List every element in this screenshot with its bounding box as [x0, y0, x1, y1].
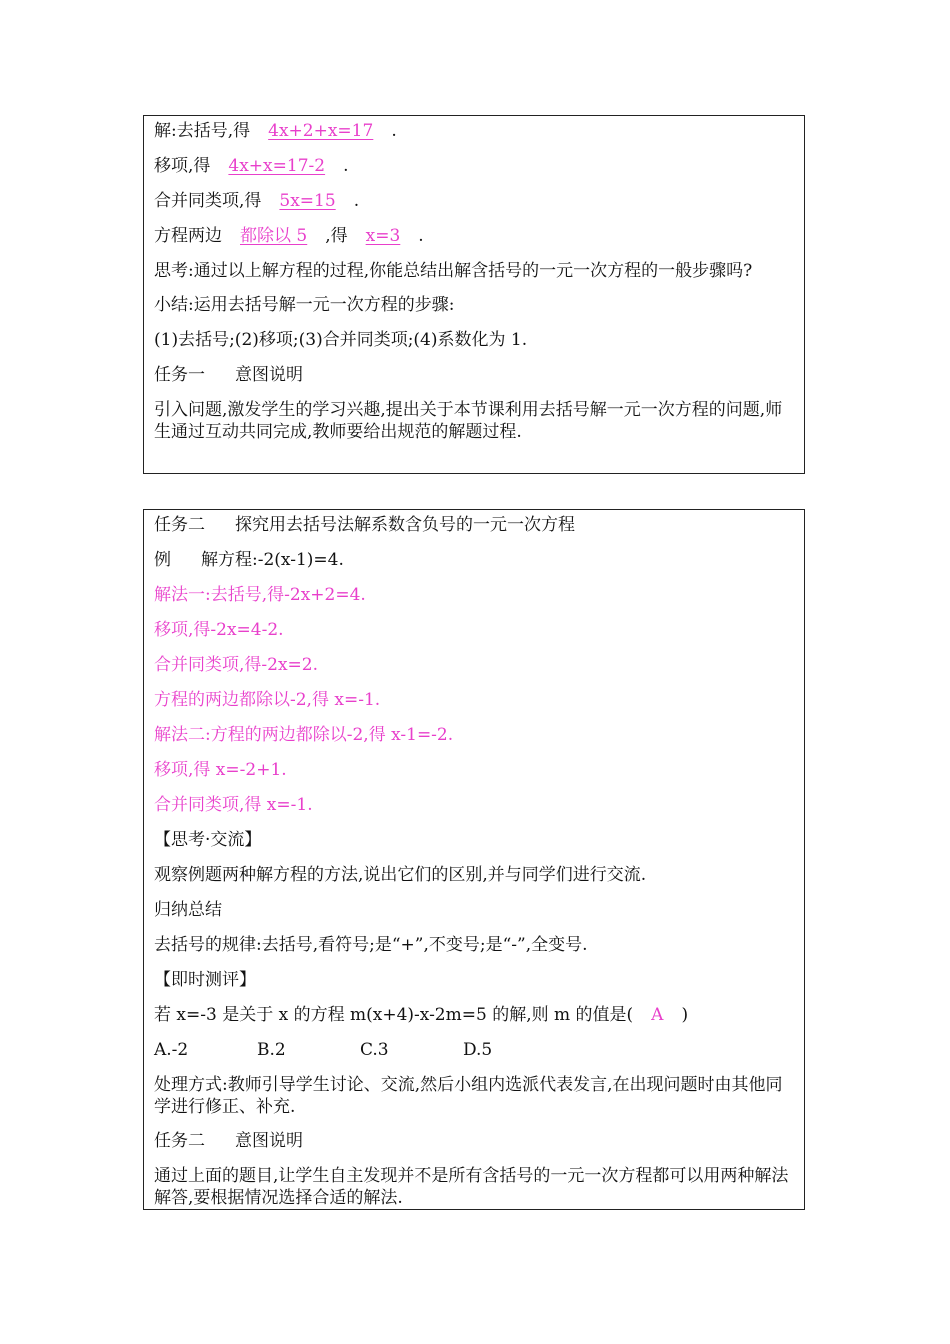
task-heading: 任务二 探究用去括号法解系数含负号的一元一次方程	[154, 515, 575, 535]
discuss-text: 观察例题两种解方程的方法,说出它们的区别,并与同学们进行交流.	[154, 865, 647, 885]
quiz-title: 【即时测评】	[154, 970, 256, 990]
answer-blank: 都除以 5	[240, 226, 308, 246]
intent-text: 引入问题,激发学生的学习兴趣,提出关于本节课利用去括号解一元一次方程的问题,师生通过互动共同完成,教师要给出规范的解题过程.	[154, 400, 783, 442]
method-two-step: 合并同类项,得 x=-1.	[154, 795, 313, 815]
summary-title: 小结:运用去括号解一元一次方程的步骤:	[154, 295, 455, 315]
answer-blank: 4x+2+x=17	[268, 121, 374, 141]
lesson-box-task-two	[143, 509, 805, 1210]
answer-blank: 4x+x=17-2	[228, 156, 326, 176]
step-combine: 合并同类项,得 5x=15 .	[154, 191, 360, 211]
summary-steps: (1)去括号;(2)移项;(3)合并同类项;(4)系数化为 1.	[154, 330, 528, 350]
choice-d: D.5	[463, 1040, 493, 1060]
choice-a: A.-2	[154, 1040, 189, 1060]
step-divide: 方程两边 都除以 5 ,得 x=3 .	[154, 226, 424, 246]
lesson-box-task-one	[143, 115, 805, 474]
example-heading: 例 解方程:-2(x-1)=4.	[154, 550, 344, 570]
method-one-step: 合并同类项,得-2x=2.	[154, 655, 319, 675]
quiz-choices	[154, 1039, 794, 1061]
method-one-step: 解法一:去括号,得-2x+2=4.	[154, 585, 366, 605]
choice-c: C.3	[360, 1040, 389, 1060]
quiz-answer: A	[651, 1005, 664, 1025]
step-move-terms: 移项,得 4x+x=17-2 .	[154, 156, 349, 176]
method-one-step: 移项,得-2x=4-2.	[154, 620, 284, 640]
answer-blank: x=3	[365, 226, 401, 246]
conclude-text: 去括号的规律:去括号,看符号;是“+”,不变号;是“-”,全变号.	[154, 935, 588, 955]
conclude-title: 归纳总结	[154, 900, 222, 920]
intent-text: 通过上面的题目,让学生自主发现并不是所有含括号的一元一次方程都可以用两种解法解答,要根据情况选择合适的解法.	[154, 1166, 789, 1208]
method-text: 处理方式:教师引导学生讨论、交流,然后小组内选派代表发言,在出现问题时由其他同学进行修正、补充.	[154, 1075, 783, 1117]
think-question: 思考:通过以上解方程的过程,你能总结出解含括号的一元一次方程的一般步骤吗?	[154, 261, 753, 281]
step-remove-brackets: 解:去括号,得 4x+2+x=17 .	[154, 121, 397, 141]
intent-heading: 任务一 意图说明	[154, 365, 303, 385]
answer-blank: 5x=15	[279, 191, 336, 211]
intent-heading: 任务二 意图说明	[154, 1131, 303, 1151]
method-two-step: 解法二:方程的两边都除以-2,得 x-1=-2.	[154, 725, 454, 745]
choice-b: B.2	[257, 1040, 286, 1060]
quiz-question: 若 x=-3 是关于 x 的方程 m(x+4)-x-2m=5 的解,则 m 的值是( A )	[154, 1005, 689, 1025]
method-two-step: 移项,得 x=-2+1.	[154, 760, 287, 780]
method-one-step: 方程的两边都除以-2,得 x=-1.	[154, 690, 381, 710]
discuss-title: 【思考·交流】	[154, 830, 262, 850]
